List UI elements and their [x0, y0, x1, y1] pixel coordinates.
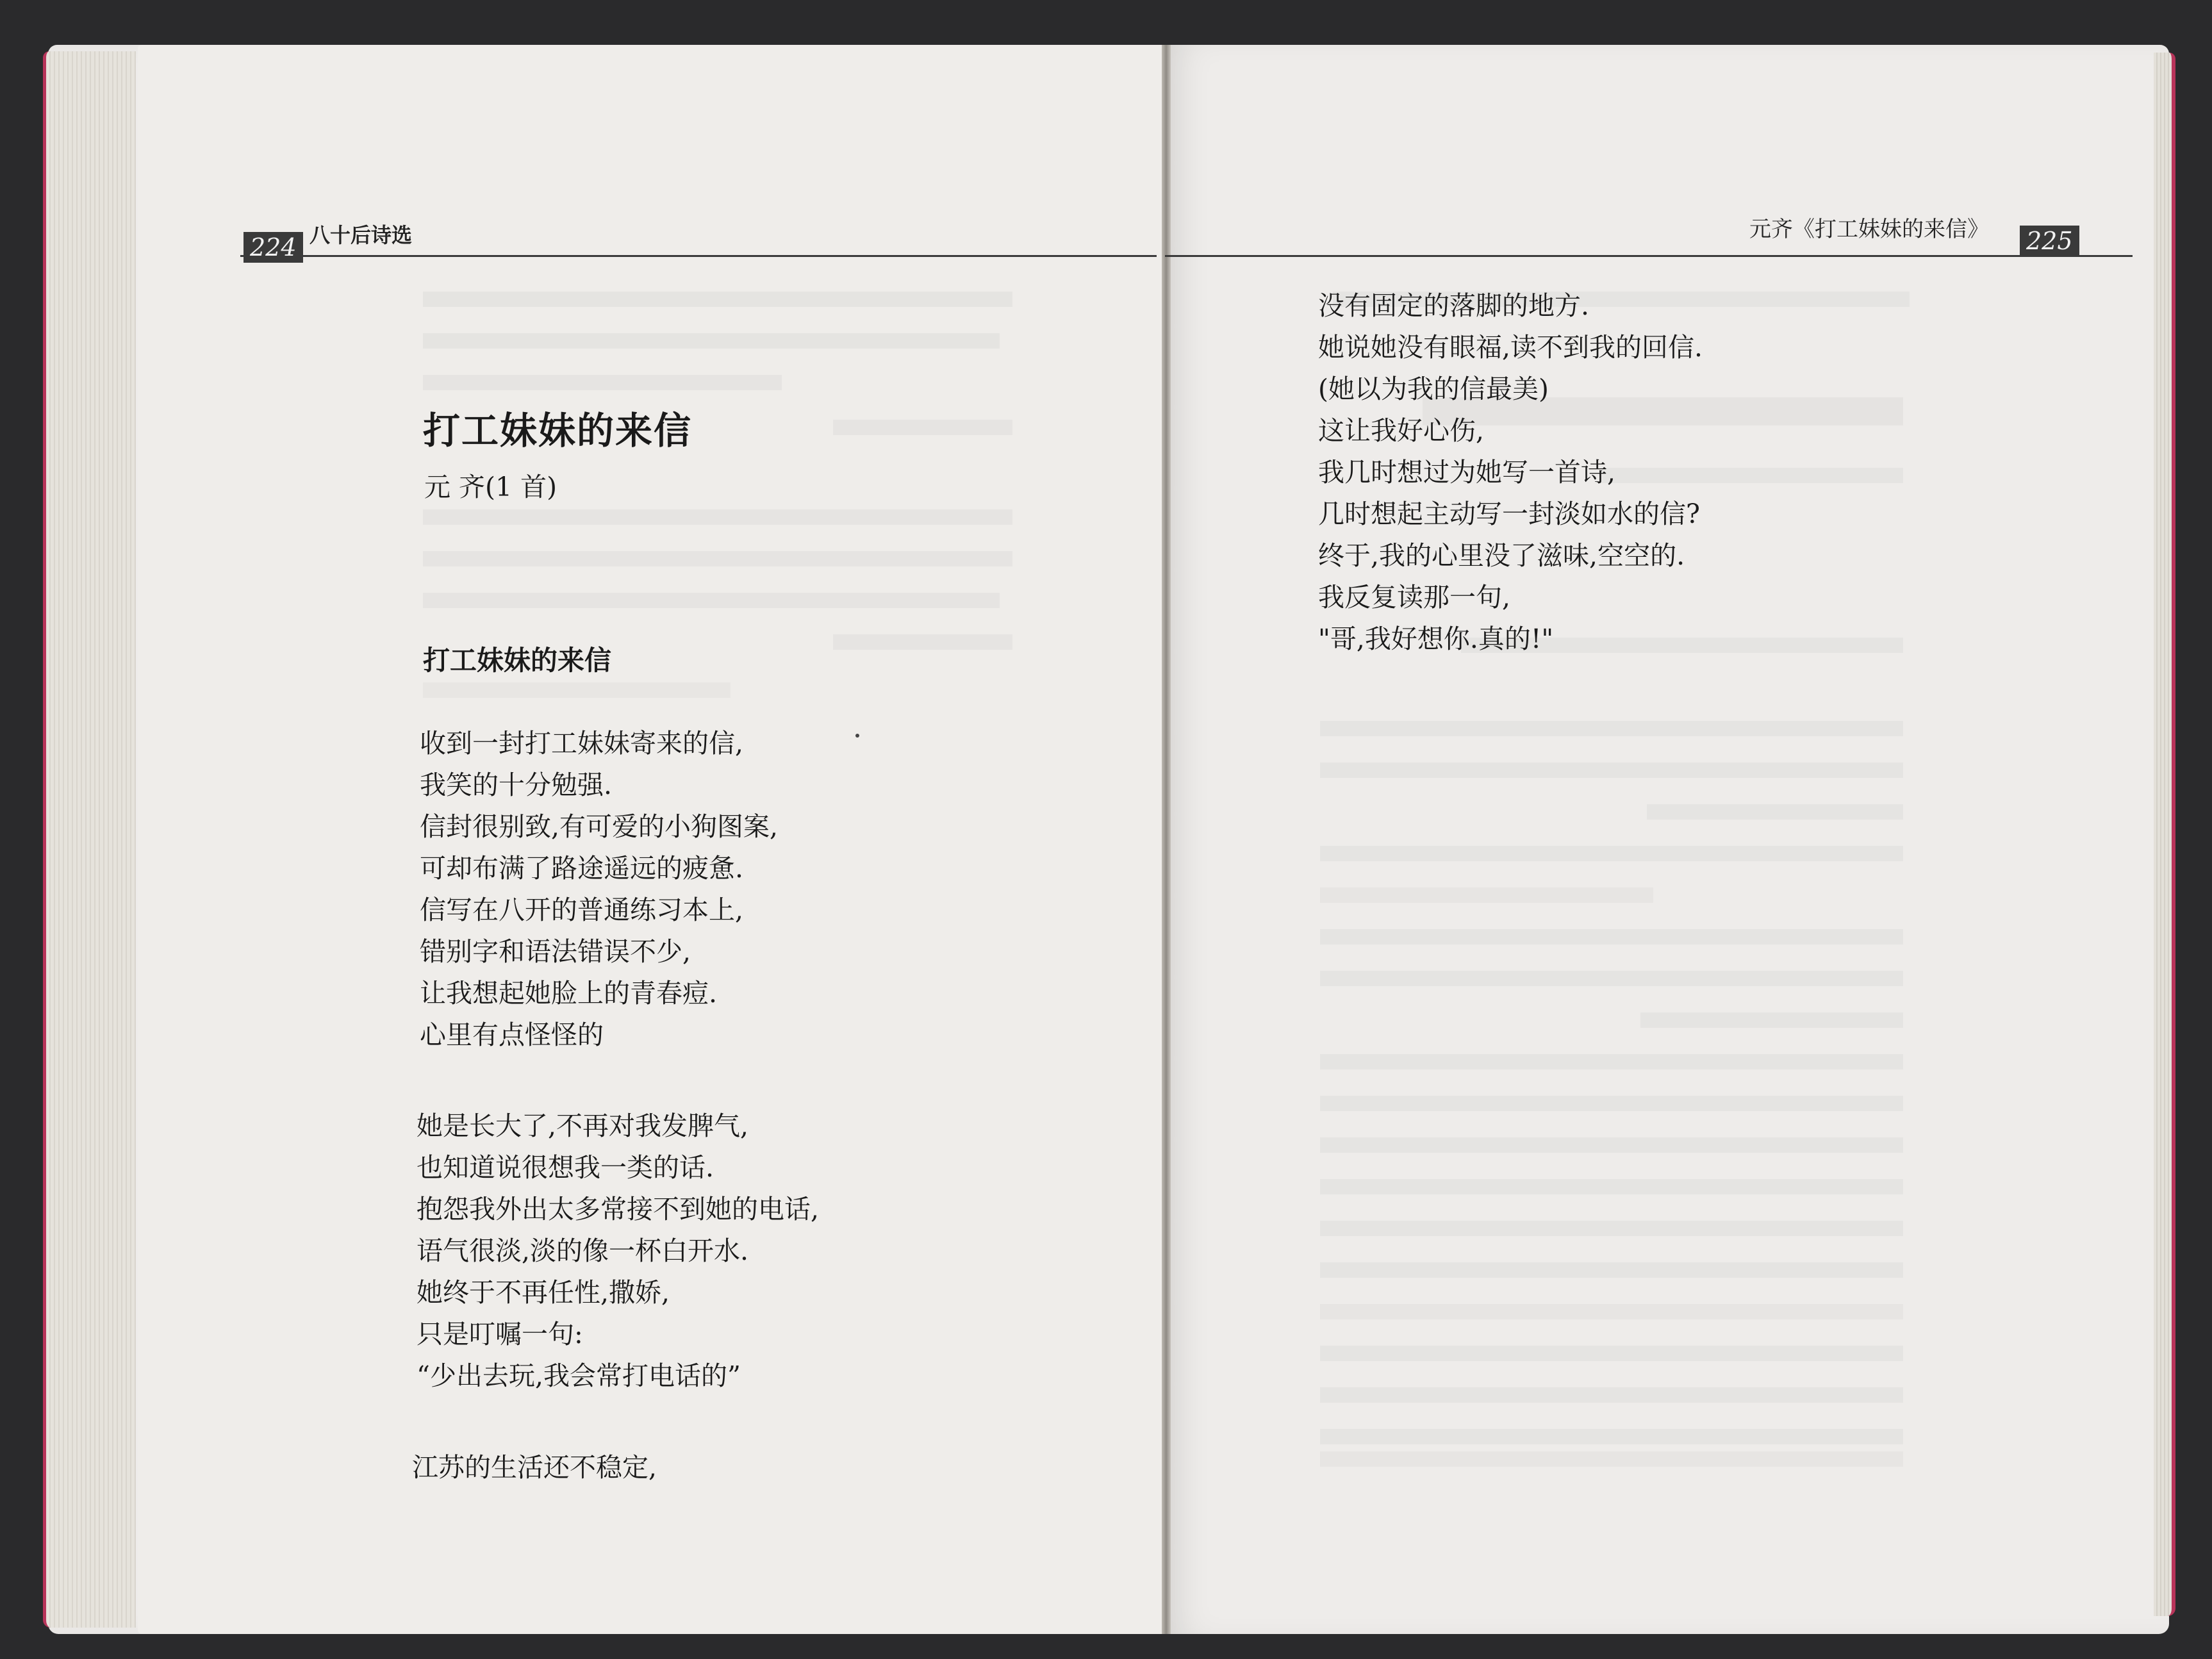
poem-line: "哥,我好想你.真的!"	[1318, 623, 1554, 654]
right-running-head: 元齐《打工妹妹的来信》	[1749, 217, 1989, 242]
author-line: 元 齐(1 首)	[424, 472, 557, 502]
left-page-edges	[43, 51, 136, 1628]
left-header-rule	[240, 255, 1157, 257]
book-gutter	[1162, 45, 1171, 1634]
poem-line: 收到一封打工妹妹寄来的信,	[420, 728, 744, 759]
poem-line: 几时想起主动写一封淡如水的信?	[1318, 499, 1700, 529]
left-running-head: 八十后诗选	[310, 223, 413, 247]
poem-stanza-2	[417, 1105, 819, 1397]
right-page-edges	[2154, 53, 2175, 1616]
left-page-number: 224	[243, 232, 303, 263]
poem-line: 信写在八开的普通练习本上,	[420, 895, 744, 925]
poem-line: 语气很淡,淡的像一杯白开水.	[417, 1235, 749, 1266]
print-speck	[855, 734, 859, 738]
poem-line: 我几时想过为她写一首诗,	[1318, 457, 1616, 488]
poem-continuation	[1318, 285, 1703, 660]
poem-line: “少出去玩,我会常打电话的”	[417, 1360, 741, 1391]
poem-line: 这让我好心伤,	[1318, 415, 1485, 446]
poem-line: 心里有点怪怪的	[420, 1019, 604, 1050]
poem-line: 也知道说很想我一类的话.	[417, 1152, 714, 1183]
poem-line: 没有固定的落脚的地方.	[1318, 290, 1590, 321]
poem-line: 错别字和语法错误不少,	[420, 936, 691, 967]
poem-line: 终于,我的心里没了滋味,空空的.	[1318, 540, 1685, 571]
poem-line: 我反复读那一句,	[1318, 582, 1511, 613]
poem-line: 可却布满了路途遥远的疲惫.	[420, 853, 744, 884]
poem-line: 我笑的十分勉强.	[420, 770, 613, 800]
poem-line: 江苏的生活还不稳定,	[412, 1452, 657, 1483]
poem-title: 打工妹妹的来信	[423, 645, 612, 676]
poem-line: 信封很别致,有可爱的小狗图案,	[420, 811, 779, 842]
poem-line: 她终于不再任性,撒娇,	[417, 1277, 670, 1308]
poem-stanza-3	[412, 1447, 657, 1489]
poem-line: (她以为我的信最美)	[1318, 374, 1549, 404]
poem-line: 抱怨我外出太多常接不到她的电话,	[417, 1194, 820, 1225]
right-header-rule	[1165, 255, 2133, 257]
poem-line: 她是长大了,不再对我发脾气,	[417, 1110, 749, 1141]
poem-line: 只是叮嘱一句:	[417, 1319, 583, 1349]
poem-stanza-1	[420, 723, 778, 1056]
poem-line: 她说她没有眼福,读不到我的回信.	[1318, 332, 1703, 363]
right-page-number: 225	[2020, 226, 2079, 256]
poem-line: 让我想起她脸上的青春痘.	[420, 978, 718, 1009]
page-title: 打工妹妹的来信	[423, 409, 693, 452]
